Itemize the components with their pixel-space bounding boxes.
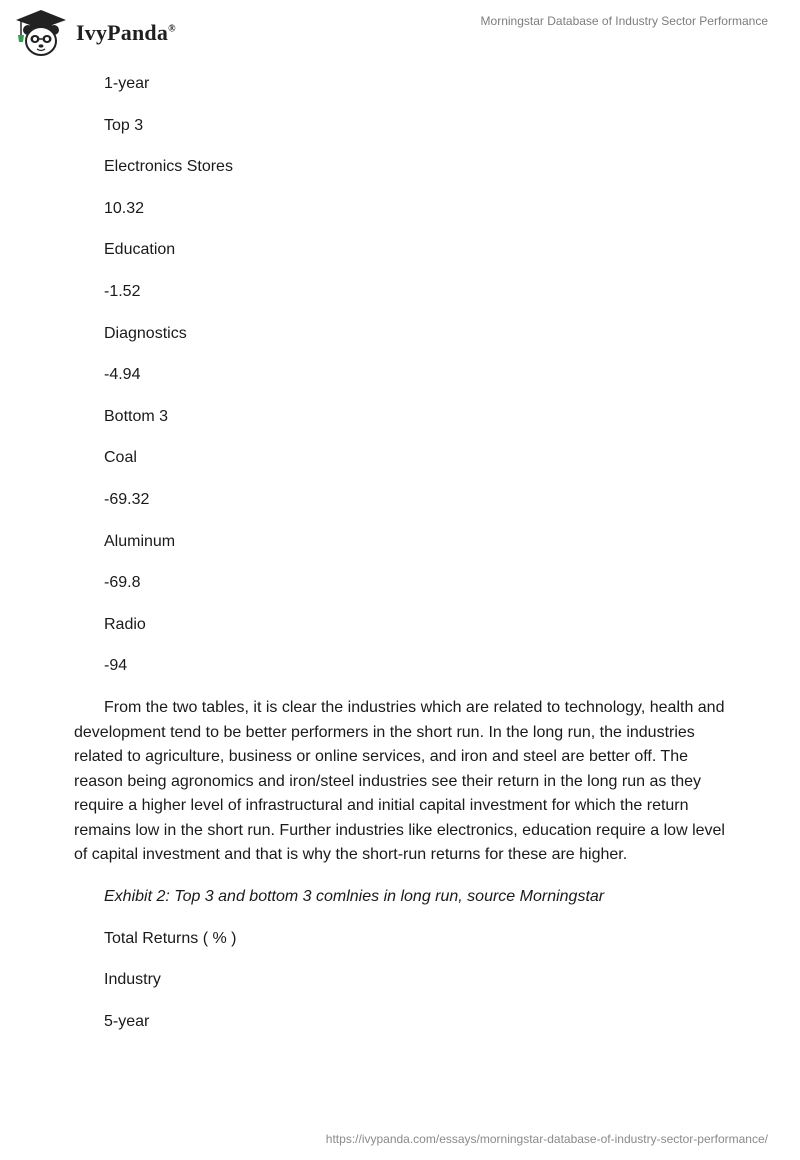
exhibit-caption: Exhibit 2: Top 3 and bottom 3 comlnies in long run, source Morningstar [104, 888, 605, 906]
brand-name: IvyPanda® [76, 20, 176, 45]
table-cell-value: -1.52 [104, 282, 141, 300]
ivypanda-logo[interactable] [14, 8, 176, 58]
table-cell-group: Bottom 3 [104, 407, 169, 425]
table-cell-industry: Radio [104, 615, 146, 633]
table-cell-group: Top 3 [104, 116, 144, 134]
table-cell-header: Industry [104, 971, 161, 989]
table-cell-industry: Coal [104, 449, 137, 467]
table-cell-value: -69.32 [104, 490, 150, 508]
table-cell-value: 10.32 [104, 199, 145, 217]
table-cell-industry: Education [104, 241, 176, 259]
table-cell-industry: Aluminum [104, 532, 176, 550]
table-cell-value: -94 [104, 657, 128, 675]
table-cell-industry: Diagnostics [104, 324, 187, 342]
body-paragraph: From the two tables, it is clear the industries which are related to technology, health and development tend to be better performers in the short run. In the long run, the industries related to agriculture, business or online services, and iron and steel are better off. The reason being agronomics and iron/steel industries see their return in the long run as they require a higher level of infrastructural and initial capital investment for which the return remains low in the short run. Further industries like electronics, education require a low level of capital investment and that is why the short-run returns for these are higher. [74, 698, 725, 864]
table-cell-value: -69.8 [104, 574, 141, 592]
panda-graduate-icon [14, 8, 68, 58]
registered-mark: ® [168, 23, 176, 35]
table-cell-period: 5-year [104, 1012, 150, 1030]
table-cell-header: Total Returns ( % ) [104, 929, 237, 947]
page-header [0, 0, 800, 66]
document-body [74, 72, 734, 1051]
table-cell-industry: Electronics Stores [104, 158, 233, 176]
document-title: Morningstar Database of Industry Sector Performance [480, 14, 768, 28]
source-url[interactable]: https://ivypanda.com/essays/morningstar-database-of-industry-sector-performance/ [325, 1132, 768, 1146]
table-cell-period: 1-year [104, 75, 150, 92]
table-cell-value: -4.94 [104, 366, 141, 384]
